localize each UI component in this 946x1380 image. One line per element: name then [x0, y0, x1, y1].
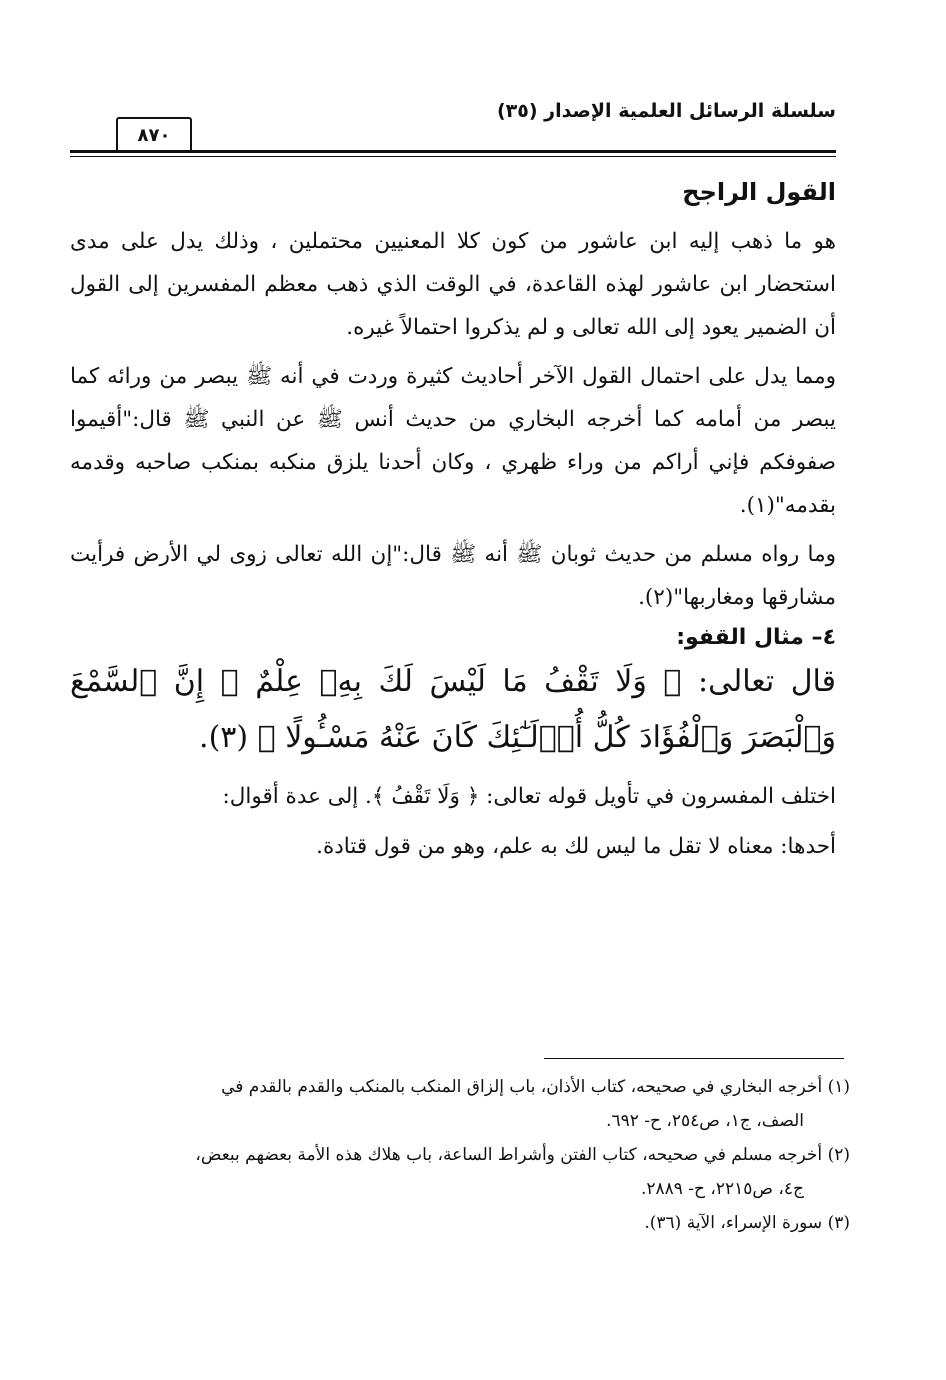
footnote-separator [544, 1058, 844, 1059]
paragraph-preferred-opinion: هو ما ذهب إليه ابن عاشور من كون كلا المعنيين محتملين ، وذلك يدل على مدى استحضار ابن عاشور لهذه القاعدة، في الوقت الذي ذهب معظم المفسرين إلى القول أن الضمير يعود إلى الله تعالى و لم يذكروا احتمالاً غيره. [70, 229, 836, 340]
footnote-1 [80, 1070, 850, 1138]
example-heading: ٤– مثال القفو: [676, 625, 836, 650]
footnote-text: أخرجه مسلم في صحيحه، كتاب الفتن وأشراط الساعة، باب هلاك هذه الأمة بعضهم ببعض، [195, 1145, 823, 1165]
section-heading: القول الراجح [682, 178, 836, 206]
header-rule-thin [70, 156, 836, 157]
paragraph-interpretation-intro: اختلف المفسرون في تأويل قوله تعالى: ﴿ وَلَا تَقْفُ ﴾. إلى عدة أقوال: [222, 784, 836, 809]
paragraph-hadith-thawban: وما رواه مسلم من حديث ثوبان ﷺ أنه ﷺ قال:"إن الله تعالى زوى لي الأرض فرأيت مشارقها ومغاربها"(٢). [70, 542, 836, 610]
footnote-number: (٣) [827, 1213, 850, 1233]
footnote-text: أخرجه البخاري في صحيحه، كتاب الأذان، باب إلزاق المنكب بالمنكب والقدم بالقدم في [221, 1077, 823, 1097]
footnote-text-continued: ج٤، ص٢٢١٥، ح- ٢٨٨٩. [640, 1179, 804, 1199]
footnote-text-continued: الصف، ج١، ص٢٥٤، ح- ٦٩٢. [606, 1111, 804, 1131]
quran-verse: قال تعالى: ﴿ وَلَا تَقْفُ مَا لَيْسَ لَكَ بِهِۦ عِلْمٌ ۚ إِنَّ ٱلسَّمْعَ وَٱلْبَصَرَ وَٱلْفُؤَادَ كُلُّ أُو۟لَـٰٓئِكَ كَانَ عَنْهُ مَسْـُٔولًا ﴾ (٣). [70, 664, 836, 755]
footnote-number: (٢) [827, 1145, 850, 1165]
footnotes [80, 1070, 850, 1240]
footnote-number: (١) [827, 1077, 850, 1097]
paragraph-hadith-anas: ومما يدل على احتمال القول الآخر أحاديث كثيرة وردت في أنه ﷺ يبصر من ورائه كما يبصر من أمامه كما أخرجه البخاري من حديث أنس ﷺ عن النبي ﷺ قال:"أقيموا صفوفكم فإني أراكم من وراء ظهري ، وكان أحدنا يلزق منكبه بمنكب صاحبه وقدمه بقدمه"(١). [70, 364, 836, 518]
footnote-text: سورة الإسراء، الآية (٣٦). [644, 1213, 823, 1233]
footnote-3 [80, 1206, 850, 1240]
page-number: ٨٧٠ [116, 117, 192, 151]
header-rule-thick [70, 150, 836, 153]
main-content [70, 172, 836, 872]
footnote-2 [80, 1138, 850, 1206]
paragraph-first-opinion: أحدها: معناه لا تقل ما ليس لك به علم، وهو من قول قتادة. [316, 834, 836, 859]
series-title: سلسلة الرسائل العلمية الإصدار (٣٥) [496, 100, 836, 122]
